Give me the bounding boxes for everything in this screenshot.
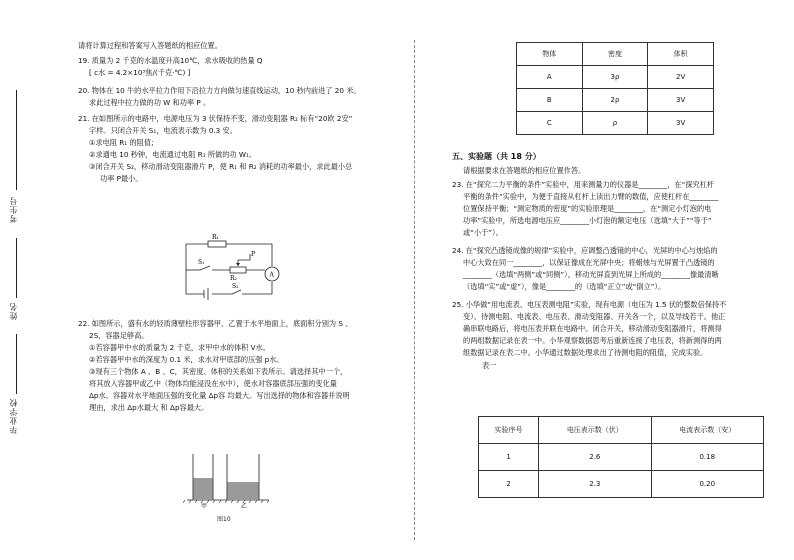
q19-line1: 19. 质量为 2 千克的水温度升高10℃，求水吸收的热量 Q	[78, 56, 263, 65]
table-cell: 0.18	[651, 444, 763, 471]
table-cell: 2.3	[539, 471, 651, 498]
q25-line4: 的两组数据记录在表一中。小华观察数据思考后重新连接了电压表，将新测得的两	[463, 336, 722, 345]
left-column-q22	[78, 318, 398, 414]
q24-line1: 24. 在“探究凸透镜成像的规律”实验中，应调整凸透镜的中心，光屏的中心与烛焰的	[452, 246, 718, 255]
table1-header-voltage: 电压表示数（伏）	[539, 417, 651, 444]
table-cell: 2ρ	[582, 89, 648, 112]
q22-part3-cont3: 理由，求出 Δp水最大 和 Δp容最大。	[89, 403, 209, 412]
table1-header-current: 电流表示数（安）	[651, 417, 763, 444]
right-column	[452, 150, 772, 372]
containers-figure	[183, 448, 273, 512]
table-cell: 2.6	[539, 444, 651, 471]
label-jia: 甲	[201, 503, 208, 510]
slider-arrow	[236, 263, 240, 266]
q22-line1: 22. 如图所示，盛有水的轻质薄壁柱形容器甲、乙置于水平地面上，底面积分别为 S 、	[78, 319, 353, 328]
table-header-density: 密度	[582, 43, 648, 66]
ammeter-label: A	[269, 271, 274, 279]
circuit-diagram	[178, 232, 288, 304]
q23-line3: 位置保持平衡；“测定物质的密度”的实验原理是________，在“测定小灯泡的电	[463, 204, 712, 213]
q22-part1: ①若容器甲中水的质量为 2 千克，求甲中水的体积 V水。	[89, 343, 270, 352]
q22-part3: ③现有三个物体 A 、B 、C，其密度、体积的关系如下表所示。请选择其中一个，	[89, 367, 348, 376]
q22-line2: 2S，容器足够高。	[89, 331, 149, 340]
r2-label: R₂	[230, 275, 237, 282]
column-divider	[414, 40, 415, 540]
s2-label: S₂	[232, 283, 239, 290]
r2-resistor-shape	[230, 267, 246, 273]
r1-label: R₁	[212, 234, 219, 241]
r1-resistor-shape	[208, 241, 226, 247]
table-header-object: 物体	[517, 43, 583, 66]
q25-line2: 变）、待测电阻、电流表、电压表、滑动变阻器、开关各一个，以及导线若干。他正	[463, 312, 726, 321]
q21-line1: 21. 在如图所示的电路中，电源电压为 3 伏保持不变，滑动变阻器 R₂ 标有“20欧 2安”	[78, 114, 353, 123]
q24-line4: （选填“实”或“虚”），像是________的（选填“正立”或“倒立”）。	[463, 282, 666, 291]
density-table-wrap	[516, 42, 714, 135]
s1-label: S₁	[198, 259, 205, 266]
school-line	[16, 334, 17, 394]
table-cell: C	[517, 112, 583, 135]
table-cell: A	[517, 66, 583, 89]
binding-strip	[8, 0, 38, 560]
table-row	[479, 471, 764, 498]
q22-part2: ②若容器甲中水的深度为 0.1 米，求水对甲底部的压强 p水。	[89, 355, 284, 364]
density-table	[516, 42, 714, 135]
table-cell: 2V	[648, 66, 714, 89]
figure-caption: 图10	[217, 516, 231, 523]
q23-line5: 或“小于”）。	[463, 228, 503, 237]
p-label: P	[251, 251, 256, 258]
name-line	[16, 238, 17, 298]
left-column	[78, 40, 398, 185]
label-name: 姓名	[9, 302, 18, 320]
q25-line3: 确串联电路后，将电压表并联在电路中。闭合开关，移动滑动变阻器滑片，将测得	[463, 324, 722, 333]
q21-part3: ③闭合开关 S₂，移动滑动变阻器滑片 P，使 R₁ 和 R₂ 消耗的功率最小，求此最小总	[89, 162, 353, 171]
q23-line4: 功率”实验中，所选电源电压应________小灯泡的额定电压（选填“大于”“等于”	[463, 216, 712, 225]
q22-part3-cont1: 将其放入容器甲或乙中（物体均能浸没在水中），使水对容器底部压强的变化量	[89, 379, 337, 388]
instruction-line: 请将计算过程和答案写入答题纸的相应位置。	[78, 41, 222, 50]
q21-part2: ②求通电 10 秒钟，电流通过电阻 R₁ 所做的功 W₁。	[89, 150, 257, 159]
exam-number-line	[16, 90, 17, 190]
q20-line2: 求此过程中拉力做的功 W 和功率 P 。	[89, 98, 211, 107]
table-cell: 3ρ	[582, 66, 648, 89]
q20-line1: 20. 物体在 10 牛的水平拉力作用下沿拉力方向做匀速直线运动，10 秒内前进了 20 米。	[78, 86, 361, 95]
table1-header-index: 实验序号	[479, 417, 539, 444]
label-exam-number: 考生号	[9, 196, 18, 223]
water-yi	[228, 482, 259, 500]
q23-line2: 平衡的条件”实验中，为便于直接从杠杆上读出力臂的数值，应使杠杆在________	[463, 192, 719, 201]
table-row	[517, 89, 714, 112]
water-jia	[194, 478, 213, 500]
q21-part1: ①求电阻 R₁ 的阻值；	[89, 138, 159, 147]
data-table-1	[478, 416, 764, 498]
data-table-wrap	[478, 416, 764, 498]
table-cell: 0.20	[651, 471, 763, 498]
label-yi: 乙	[241, 503, 248, 510]
q21-part3-cont: 功率 P最小。	[100, 174, 143, 183]
q25-line5: 组数据记录在表二中。小华通过数据处理求出了待测电阻的阻值，完成实验。	[463, 348, 708, 357]
q23-line1: 23. 在“探究二力平衡的条件”实验中，用来测量力的仪器是________，在“探究杠杆	[452, 180, 715, 189]
q22-part3-cont2: Δp水、容器对水平地面压强的变化量 Δp容 均最大。写出选择的物体和容器并说明	[89, 391, 350, 400]
q19-line2: [ c水 = 4.2×10³焦/(千克·℃) ]	[89, 68, 191, 77]
table-cell: 1	[479, 444, 539, 471]
q24-line2: 中心大致在同一________，以保证像成在光屏中央；将蜡烛与光屏置于凸透镜的	[463, 258, 715, 267]
section-5-note: 请根据要求在答题纸的相应位置作答。	[463, 166, 586, 175]
q21-line2: 字样。只闭合开关 S₁，电流表示数为 0.3 安。	[89, 126, 237, 135]
table-cell: ρ	[582, 112, 648, 135]
table-cell: 3V	[648, 112, 714, 135]
table-row	[479, 444, 764, 471]
q25-line1: 25. 小华做“用电流表、电压表测电阻”实验，现有电源（电压为 1.5 伏的整数倍保持不	[452, 300, 727, 309]
label-school: 毕业学校	[9, 398, 18, 434]
section-5-title: 五、实验题（共 18 分）	[452, 152, 541, 161]
q24-line3: ________（选填“两侧”或“同侧”），移动光屏直到光屏上所成的________像最清晰	[463, 270, 719, 279]
table-row	[517, 112, 714, 135]
table-cell: B	[517, 89, 583, 112]
table1-title: 表一	[482, 361, 497, 370]
table-row	[517, 66, 714, 89]
table-cell: 3V	[648, 89, 714, 112]
table-cell: 2	[479, 471, 539, 498]
table-header-volume: 体积	[648, 43, 714, 66]
